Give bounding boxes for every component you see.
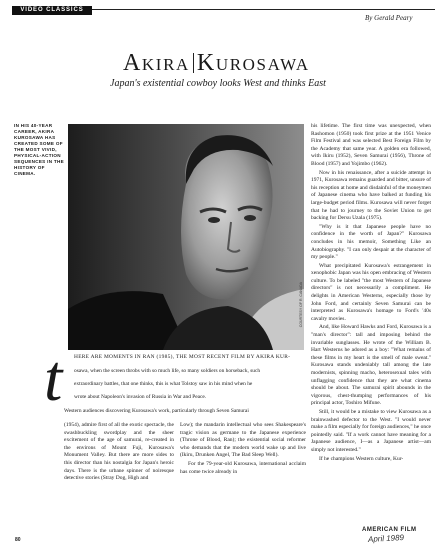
lead-line: HERE ARE MOMENTS IN RAN (1985), THE MOST RECENT FILM BY AKIRA KUR- [74, 354, 291, 360]
photo-caption: IN HIS 40-YEAR CAREER, AKIRA KUROSAWA HAS CREATED SOME OF THE MOST VIVID, PHYSICAL-ACTION SEQUENCES IN THE HISTORY OF CINEMA. [14, 123, 64, 176]
body-column-left [64, 422, 174, 484]
article-title [123, 51, 310, 75]
body-paragraph: "Why is it that Japanese people have no confidence in the worth of Japan?" Kurosawa concludes in his memoir, Something Like an Autobiography. "I can only despair at the character of my people." [311, 223, 431, 261]
title-first-name: Akira [123, 50, 190, 76]
body-paragraph: For the 79-year-old Kurosawa, international acclaim has come twice already in [180, 460, 306, 475]
body-paragraph: Low); the mandarin intellectual who sees Shakespeare's tragic vision as germane to the Japanese experience (Throne of Blood, Ran); the existential social reformer who demands that the modern world wake up and live (Ikiru, Drunken Angel, The Bad Sleep Well). [180, 422, 306, 459]
drop-cap: t [44, 342, 63, 415]
portrait-photo [68, 124, 304, 350]
body-paragraph: And, like Howard Hawks and Ford, Kurosawa is a "man's director": tall and imposing behind the invariable sunglasses. He wrote of the William B. Hart Westerns he adored as a boy: "What remains of these films in my heart is the smell of male sweat." Kurosawa stands undeniably tall among the late modernists, spinning macho, heterosexual tales with unflagging confidence that they are what cinema should be about. The samurai spirit abounds in the vigorous, chest-thumping performances of his principal actor, Toshiro Mifune. [311, 324, 431, 407]
byline: By Gerald Peary [365, 14, 413, 22]
title-last-name: Kurosawa [196, 50, 310, 76]
body-column-right [311, 123, 431, 464]
lead-line: wrote about Napoleon's invasion of Russia in War and Peace. [74, 394, 207, 400]
section-tag: VIDEO CLASSICS [12, 6, 92, 15]
handwritten-date: April 1989 [367, 533, 405, 544]
lead-line: osawa, when the screen throbs with so much life, so many soldiers on horseback, such [74, 368, 261, 374]
body-paragraph: his lifetime. The first time was unexpected, when Rashomon (1950) took first prize at the 1951 Venice Film Festival and was selected Best Foreign Film by the Academy that same year. A golden era followed, with Ikiru (1952), Seven Samurai (1956), Throne of Blood (1957) and Yojimbo (1962). [311, 123, 431, 167]
lead-line: Western audiences discovering Kurosawa's work, particularly through Seven Samurai [64, 408, 249, 414]
page-number: 80 [15, 537, 21, 543]
body-paragraph: If he champions Western culture, Kur- [319, 455, 404, 462]
body-paragraph: Now in his renaissance, after a suicide attempt in 1971, Kurosawa remains guarded and bitter, unsure of his reception at home and disdainful of the moneymen of Japanese cinema who have balked at funding his large-budget period films. Kurosawa will never forget that he had to journey to the Soviet Union to get backing for Dersu Uzala (1975). [311, 169, 431, 222]
body-column-middle [180, 422, 306, 477]
body-paragraph: Still, it would be a mistake to view Kurosawa as a brainwashed defector to the West. "I would never make a film especially for foreign audiences," he once pointedly said. "If a work cannot have meaning for a Japanese audience, I—as a Japanese artist—am simply not interested." [311, 408, 431, 453]
body-paragraph: What precipitated Kurosawa's estrangement in xenophobic Japan was his open embracing of Western culture. To be labeled "the most Western of Japanese directors" is not necessarily a compliment. He delights in American Westerns, especially those by John Ford, and certainly Seven Samurai can be interpreted as Kurosawa's homage to Ford's '40s cavalry movies. [311, 262, 431, 322]
magazine-name: AMERICAN FILM [362, 527, 417, 533]
portrait-image [68, 124, 304, 350]
lead-line: extraordinary battles, that one thinks, this is what Tolstoy saw in his mind when he [74, 381, 253, 387]
body-paragraph: (1954), admire first of all the exotic spectacle, the swashbuckling swordplay and the sheer excitement of the age of samurai, re-created in the environs of Mount Fuji, Kurosawa's Monument Valley. But there are more sides to this director than his nostalgia for Japan's heroic days. There is the urbane spinner of noiresque detective stories (Stray Dog, High and [64, 422, 174, 482]
photo-credit: COURTESY OF R. CANADA [299, 282, 303, 328]
title-divider [193, 53, 194, 73]
article-subtitle: Japan's existential cowboy looks West and thinks East [110, 78, 326, 89]
